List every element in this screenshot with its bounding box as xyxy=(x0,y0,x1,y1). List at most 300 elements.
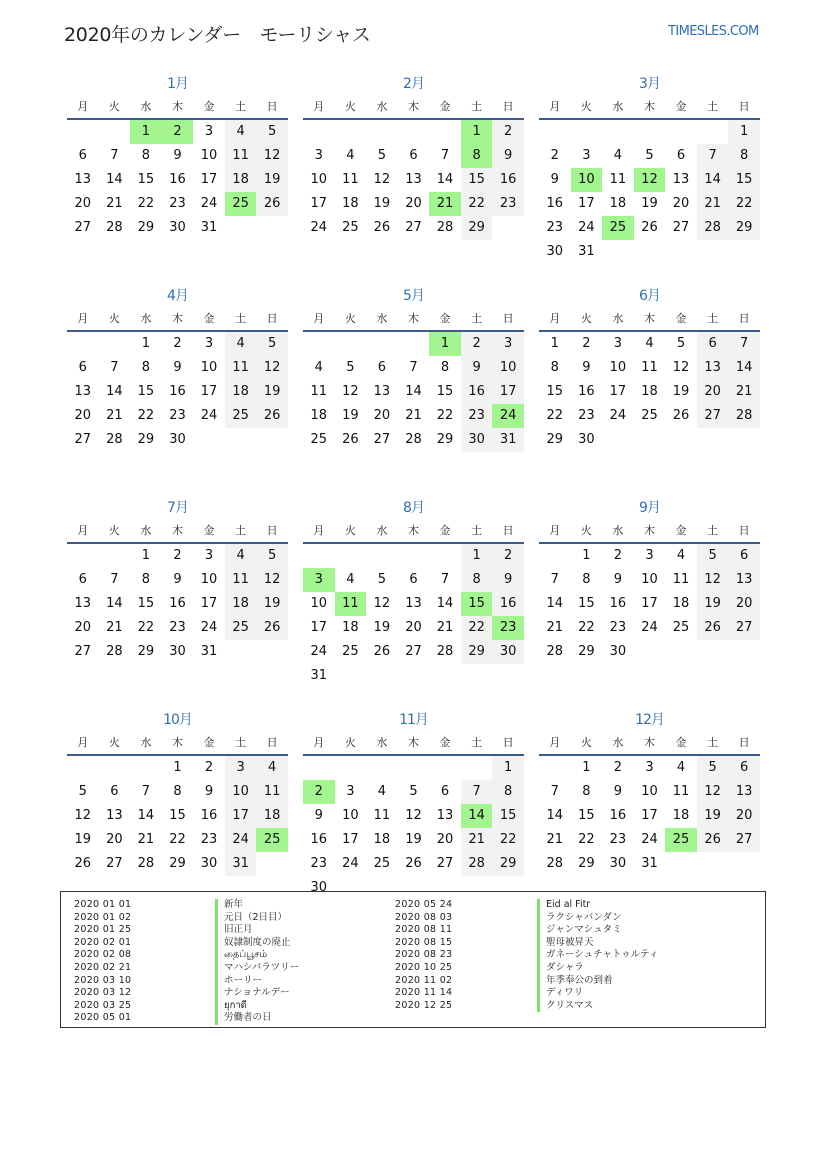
day-cell: 28 xyxy=(697,216,729,240)
day-cell: 11 xyxy=(672,784,690,799)
day-cell: 17 xyxy=(200,384,218,399)
weekday-label: 木 xyxy=(407,736,419,749)
weekday-label: 火 xyxy=(344,100,356,113)
day-cell: 11 xyxy=(672,572,690,587)
day-cell: 9 xyxy=(613,784,623,799)
empty-cell xyxy=(366,756,398,780)
days-grid xyxy=(303,544,524,688)
weekday-label: 土 xyxy=(707,736,719,749)
day-cell: 17 xyxy=(310,196,328,211)
holiday-dates-left xyxy=(74,899,131,1025)
day-cell: 5 xyxy=(256,332,288,356)
day-cell: 19 xyxy=(342,408,359,423)
weekday-label: 水 xyxy=(140,524,152,537)
day-cell: 8 xyxy=(141,572,151,587)
day-cell: 30 xyxy=(546,244,564,259)
day-cell: 5 xyxy=(377,572,387,587)
day-cell: 25 xyxy=(225,616,257,640)
day-cell: 19 xyxy=(373,196,391,211)
weekday-label: 水 xyxy=(376,100,388,113)
day-cell: 16 xyxy=(461,380,493,404)
weekday-label: 日 xyxy=(502,736,514,749)
holiday-list xyxy=(60,891,766,1028)
weekday-label: 土 xyxy=(707,524,719,537)
day-cell: 21 xyxy=(728,380,760,404)
holiday-name: 旧正月 xyxy=(215,924,299,937)
day-cell: 14 xyxy=(436,596,454,611)
weekday-label: 金 xyxy=(675,312,687,325)
day-cell: 30 xyxy=(310,880,328,895)
day-cell: 21 xyxy=(461,828,493,852)
day-cell: 13 xyxy=(405,596,422,611)
weekday-label: 日 xyxy=(738,312,750,325)
empty-cell xyxy=(539,756,571,780)
weekday-label: 水 xyxy=(140,100,152,113)
day-cell: 4 xyxy=(613,148,623,163)
weekday-label: 火 xyxy=(580,312,592,325)
holiday-day-cell: 25 xyxy=(665,828,697,852)
weekday-label: 金 xyxy=(439,524,451,537)
holiday-name: クリスマス xyxy=(537,1000,658,1013)
weekday-header xyxy=(539,96,760,120)
day-cell: 23 xyxy=(169,620,186,635)
day-cell: 25 xyxy=(310,432,328,447)
days-grid xyxy=(539,544,760,664)
day-cell: 18 xyxy=(225,168,257,192)
weekday-label: 木 xyxy=(407,312,419,325)
day-cell: 16 xyxy=(609,596,627,611)
day-cell: 15 xyxy=(436,384,454,399)
day-cell: 31 xyxy=(200,220,218,235)
day-cell: 24 xyxy=(578,220,595,235)
day-cell: 29 xyxy=(578,644,595,659)
day-cell: 5 xyxy=(377,148,387,163)
holiday-names-right xyxy=(537,899,658,1012)
day-cell: 1 xyxy=(550,336,559,351)
month-calendar xyxy=(67,284,288,496)
holiday-date: 2020 08 23 xyxy=(395,949,453,961)
day-cell: 29 xyxy=(436,432,454,447)
day-cell: 10 xyxy=(310,172,328,187)
day-cell: 27 xyxy=(74,220,92,235)
day-cell: 9 xyxy=(582,360,591,375)
day-cell: 10 xyxy=(342,808,359,823)
day-cell: 2 xyxy=(492,544,524,568)
day-cell: 30 xyxy=(169,220,186,235)
day-cell: 8 xyxy=(141,360,151,375)
day-cell: 8 xyxy=(550,360,559,375)
empty-cell xyxy=(335,332,367,356)
holiday-date: 2020 01 02 xyxy=(74,911,132,923)
weekday-label: 火 xyxy=(580,736,592,749)
month-calendar xyxy=(67,496,288,708)
weekday-label: 水 xyxy=(140,312,152,325)
day-cell: 2 xyxy=(173,548,182,563)
day-cell: 22 xyxy=(137,196,155,211)
day-cell: 17 xyxy=(200,596,218,611)
holiday-date: 2020 12 25 xyxy=(395,999,453,1011)
day-cell: 22 xyxy=(137,408,155,423)
day-cell: 11 xyxy=(342,172,359,187)
empty-cell xyxy=(665,120,697,144)
day-cell: 12 xyxy=(256,356,288,380)
day-cell: 3 xyxy=(582,148,591,163)
day-cell: 11 xyxy=(225,356,257,380)
day-cell: 7 xyxy=(110,572,119,587)
weekday-label: 月 xyxy=(549,312,561,325)
day-cell: 28 xyxy=(405,432,422,447)
day-cell: 23 xyxy=(169,196,186,211)
day-cell: 2 xyxy=(204,760,214,775)
weekday-header xyxy=(303,308,524,332)
day-cell: 26 xyxy=(256,616,288,640)
day-cell: 14 xyxy=(106,172,123,187)
weekday-label: 土 xyxy=(235,524,247,537)
day-cell: 28 xyxy=(106,220,123,235)
day-cell: 15 xyxy=(137,384,155,399)
empty-cell xyxy=(303,120,335,144)
day-cell: 5 xyxy=(697,544,729,568)
day-cell: 25 xyxy=(641,408,658,423)
empty-cell xyxy=(398,332,430,356)
month-calendar xyxy=(539,284,760,496)
holiday-date: 2020 03 25 xyxy=(74,999,132,1011)
day-cell: 10 xyxy=(225,780,257,804)
day-cell: 4 xyxy=(346,572,355,587)
day-cell: 14 xyxy=(546,808,564,823)
day-cell: 24 xyxy=(225,828,257,852)
day-cell: 3 xyxy=(645,760,654,775)
weekday-label: 火 xyxy=(344,524,356,537)
day-cell: 13 xyxy=(106,808,123,823)
month-calendar xyxy=(539,708,760,920)
weekday-label: 火 xyxy=(108,736,120,749)
weekday-label: 月 xyxy=(549,524,561,537)
day-cell: 4 xyxy=(346,148,355,163)
empty-cell xyxy=(571,120,603,144)
day-cell: 9 xyxy=(173,572,182,587)
weekday-label: 土 xyxy=(471,524,483,537)
holiday-name: ガネーシュチャトゥルティ xyxy=(537,949,658,962)
day-cell: 12 xyxy=(697,568,729,592)
day-cell: 24 xyxy=(641,620,658,635)
weekday-label: 月 xyxy=(313,736,325,749)
weekday-label: 火 xyxy=(108,312,120,325)
day-cell: 28 xyxy=(546,856,564,871)
month-calendar xyxy=(67,708,288,920)
day-cell: 5 xyxy=(645,148,654,163)
holiday-date: 2020 01 01 xyxy=(74,899,132,910)
empty-cell xyxy=(335,756,367,780)
holiday-day-cell: 3 xyxy=(303,568,335,592)
day-cell: 9 xyxy=(492,568,524,592)
day-cell: 19 xyxy=(672,384,690,399)
days-grid xyxy=(303,332,524,452)
day-cell: 8 xyxy=(461,568,493,592)
holiday-name: 労働者の日 xyxy=(215,1012,299,1025)
days-grid xyxy=(539,756,760,876)
day-cell: 6 xyxy=(377,360,387,375)
day-cell: 22 xyxy=(578,832,595,847)
day-cell: 25 xyxy=(342,220,359,235)
days-grid xyxy=(303,756,524,900)
weekday-label: 金 xyxy=(439,100,451,113)
day-cell: 2 xyxy=(550,148,559,163)
day-cell: 4 xyxy=(225,120,257,144)
day-cell: 22 xyxy=(578,620,595,635)
weekday-label: 土 xyxy=(235,312,247,325)
day-cell: 27 xyxy=(728,828,760,852)
weekday-label: 土 xyxy=(471,100,483,113)
holiday-date: 2020 03 10 xyxy=(74,974,132,986)
day-cell: 27 xyxy=(697,404,729,428)
weekday-label: 火 xyxy=(344,312,356,325)
day-cell: 15 xyxy=(461,168,493,192)
day-cell: 1 xyxy=(141,548,151,563)
weekday-label: 木 xyxy=(171,100,183,113)
day-cell: 20 xyxy=(672,196,690,211)
day-cell: 5 xyxy=(676,336,686,351)
weekday-header xyxy=(303,732,524,756)
day-cell: 15 xyxy=(578,808,595,823)
month-name: 11月 xyxy=(399,712,428,728)
day-cell: 13 xyxy=(672,172,690,187)
day-cell: 30 xyxy=(200,856,218,871)
day-cell: 12 xyxy=(373,596,391,611)
empty-cell xyxy=(99,332,131,356)
weekday-label: 水 xyxy=(376,524,388,537)
weekday-label: 金 xyxy=(203,524,215,537)
day-cell: 6 xyxy=(728,756,760,780)
weekday-label: 月 xyxy=(77,100,89,113)
weekday-label: 金 xyxy=(203,312,215,325)
day-cell: 3 xyxy=(492,332,524,356)
day-cell: 27 xyxy=(672,220,690,235)
holiday-name: 聖母被昇天 xyxy=(537,937,658,950)
day-cell: 18 xyxy=(641,384,658,399)
day-cell: 18 xyxy=(342,620,359,635)
day-cell: 14 xyxy=(728,356,760,380)
day-cell: 28 xyxy=(436,644,454,659)
day-cell: 18 xyxy=(225,592,257,616)
day-cell: 20 xyxy=(106,832,123,847)
day-cell: 6 xyxy=(78,572,87,587)
empty-cell xyxy=(539,120,571,144)
day-cell: 24 xyxy=(200,620,218,635)
weekday-label: 土 xyxy=(707,100,719,113)
weekday-header xyxy=(539,732,760,756)
day-cell: 9 xyxy=(461,356,493,380)
holiday-date: 2020 02 21 xyxy=(74,961,132,973)
day-cell: 10 xyxy=(492,356,524,380)
day-cell: 13 xyxy=(74,596,92,611)
day-cell: 6 xyxy=(409,572,418,587)
day-cell: 26 xyxy=(641,220,658,235)
day-cell: 19 xyxy=(405,832,422,847)
holiday-date: 2020 10 25 xyxy=(395,961,453,973)
month-name: 8月 xyxy=(403,500,424,516)
holiday-day-cell: 10 xyxy=(571,168,603,192)
holiday-day-cell: 23 xyxy=(492,616,524,640)
weekday-label: 日 xyxy=(502,100,514,113)
holiday-date: 2020 11 14 xyxy=(395,987,453,999)
day-cell: 12 xyxy=(256,568,288,592)
day-cell: 16 xyxy=(609,808,627,823)
weekday-header xyxy=(539,308,760,332)
weekday-label: 金 xyxy=(675,736,687,749)
weekday-label: 火 xyxy=(580,100,592,113)
day-cell: 12 xyxy=(672,360,690,375)
day-cell: 3 xyxy=(204,548,214,563)
weekday-label: 日 xyxy=(266,312,278,325)
holiday-day-cell: 15 xyxy=(461,592,493,616)
weekday-label: 木 xyxy=(643,736,655,749)
day-cell: 10 xyxy=(310,596,328,611)
day-cell: 20 xyxy=(728,804,760,828)
day-cell: 24 xyxy=(641,832,658,847)
day-cell: 12 xyxy=(74,808,92,823)
holiday-day-cell: 25 xyxy=(602,216,634,240)
weekday-label: 金 xyxy=(203,736,215,749)
day-cell: 20 xyxy=(728,592,760,616)
day-cell: 20 xyxy=(436,832,454,847)
day-cell: 28 xyxy=(546,644,564,659)
day-cell: 17 xyxy=(200,172,218,187)
day-cell: 29 xyxy=(137,432,155,447)
day-cell: 27 xyxy=(436,856,454,871)
holiday-day-cell: 21 xyxy=(429,192,461,216)
empty-cell xyxy=(335,120,367,144)
day-cell: 1 xyxy=(173,760,182,775)
day-cell: 9 xyxy=(613,572,623,587)
weekday-header xyxy=(67,96,288,120)
day-cell: 17 xyxy=(578,196,595,211)
day-cell: 24 xyxy=(342,856,359,871)
holiday-name: 奴隷制度の廃止 xyxy=(215,937,299,950)
day-cell: 27 xyxy=(405,644,422,659)
day-cell: 29 xyxy=(546,432,564,447)
days-grid xyxy=(67,544,288,664)
day-cell: 21 xyxy=(106,408,123,423)
day-cell: 15 xyxy=(137,172,155,187)
day-cell: 7 xyxy=(409,360,418,375)
weekday-label: 火 xyxy=(108,524,120,537)
empty-cell xyxy=(303,332,335,356)
month-name: 2月 xyxy=(403,76,424,92)
weekday-label: 金 xyxy=(439,312,451,325)
day-cell: 7 xyxy=(141,784,151,799)
day-cell: 30 xyxy=(578,432,595,447)
day-cell: 29 xyxy=(578,856,595,871)
empty-cell xyxy=(697,120,729,144)
holiday-name: ยุกาดี xyxy=(215,1000,299,1013)
site-logo[interactable]: TIMESLES.COM xyxy=(668,24,759,39)
day-cell: 22 xyxy=(436,408,454,423)
day-cell: 8 xyxy=(440,360,450,375)
holiday-name: ディワリ xyxy=(537,987,658,1000)
holiday-date: 2020 08 15 xyxy=(395,936,453,948)
empty-cell xyxy=(398,756,430,780)
weekday-label: 木 xyxy=(407,100,419,113)
holiday-day-cell: 25 xyxy=(225,192,257,216)
day-cell: 5 xyxy=(697,756,729,780)
day-cell: 4 xyxy=(256,756,288,780)
month-name: 10月 xyxy=(163,712,192,728)
day-cell: 6 xyxy=(697,332,729,356)
month-name: 4月 xyxy=(167,288,188,304)
day-cell: 1 xyxy=(582,548,591,563)
day-cell: 25 xyxy=(672,620,690,635)
weekday-label: 月 xyxy=(77,524,89,537)
day-cell: 24 xyxy=(200,408,218,423)
day-cell: 18 xyxy=(672,596,690,611)
weekday-label: 日 xyxy=(738,524,750,537)
day-cell: 4 xyxy=(645,336,654,351)
holiday-name: マハシバラツリー xyxy=(215,962,299,975)
day-cell: 19 xyxy=(641,196,658,211)
day-cell: 3 xyxy=(346,784,355,799)
day-cell: 17 xyxy=(492,380,524,404)
day-cell: 13 xyxy=(728,568,760,592)
weekday-label: 木 xyxy=(643,524,655,537)
day-cell: 20 xyxy=(697,380,729,404)
day-cell: 11 xyxy=(225,144,257,168)
day-cell: 29 xyxy=(492,852,524,876)
weekday-label: 木 xyxy=(643,312,655,325)
day-cell: 22 xyxy=(137,620,155,635)
day-cell: 16 xyxy=(200,808,218,823)
day-cell: 24 xyxy=(310,644,328,659)
day-cell: 13 xyxy=(74,172,92,187)
weekday-header xyxy=(303,520,524,544)
day-cell: 31 xyxy=(310,668,328,683)
holiday-name: 元日（2日目） xyxy=(215,912,299,925)
day-cell: 13 xyxy=(697,356,729,380)
month-name: 3月 xyxy=(639,76,660,92)
month-name: 7月 xyxy=(167,500,188,516)
holiday-date: 2020 05 24 xyxy=(395,899,453,910)
day-cell: 23 xyxy=(461,404,493,428)
day-cell: 10 xyxy=(200,148,218,163)
day-cell: 19 xyxy=(373,620,391,635)
day-cell: 23 xyxy=(310,856,328,871)
holiday-day-cell: 2 xyxy=(303,780,335,804)
page-title: 2020年のカレンダー モーリシャス xyxy=(64,24,371,46)
day-cell: 8 xyxy=(173,784,182,799)
day-cell: 8 xyxy=(582,572,591,587)
month-calendar xyxy=(539,496,760,708)
holiday-name: தைப்பூசம் xyxy=(215,949,299,962)
day-cell: 3 xyxy=(204,336,214,351)
day-cell: 30 xyxy=(492,640,524,664)
day-cell: 16 xyxy=(492,592,524,616)
empty-cell xyxy=(429,544,461,568)
day-cell: 16 xyxy=(310,832,328,847)
day-cell: 7 xyxy=(728,332,760,356)
day-cell: 26 xyxy=(342,432,359,447)
day-cell: 17 xyxy=(342,832,359,847)
day-cell: 7 xyxy=(461,780,493,804)
month-calendar xyxy=(539,72,760,284)
day-cell: 24 xyxy=(609,408,627,423)
day-cell: 21 xyxy=(697,192,729,216)
day-cell: 16 xyxy=(169,172,186,187)
day-cell: 14 xyxy=(137,808,155,823)
day-cell: 7 xyxy=(697,144,729,168)
month-calendar xyxy=(303,284,524,496)
day-cell: 9 xyxy=(173,148,182,163)
weekday-header xyxy=(67,308,288,332)
